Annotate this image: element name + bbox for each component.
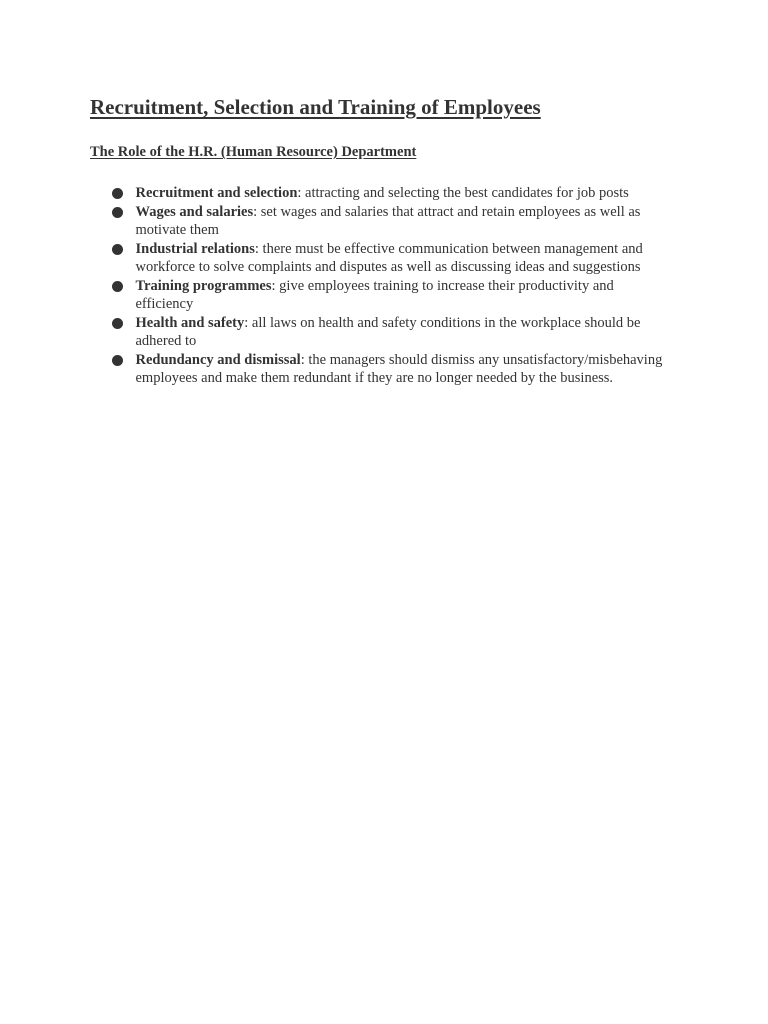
- list-item: [110, 240, 670, 277]
- list-item: [110, 184, 670, 203]
- bullet-icon: [112, 188, 123, 199]
- item-term: Industrial relations: [135, 240, 255, 257]
- list-item: [110, 314, 670, 351]
- bullet-icon: [112, 244, 123, 255]
- item-description: : set wages and salaries that attract and retain employees as well as motivate them: [135, 203, 641, 238]
- item-term: Redundancy and dismissal: [135, 351, 301, 368]
- list-item: [110, 277, 670, 314]
- item-term: Wages and salaries: [135, 203, 254, 220]
- document-title: Recruitment, Selection and Training of Employees: [90, 95, 541, 119]
- section-heading: The Role of the H.R. (Human Resource) Department: [90, 144, 417, 160]
- item-term: Training programmes: [135, 277, 272, 294]
- bullet-icon: [112, 355, 123, 366]
- item-description: : the managers should dismiss any unsatisfactory/misbehaving employees and make them redundant if they are no longer needed by the business.: [135, 351, 663, 386]
- bullet-icon: [112, 207, 123, 218]
- bullet-icon: [112, 281, 123, 292]
- list-item: [110, 203, 670, 240]
- item-term: Health and safety: [135, 314, 245, 331]
- bullet-icon: [112, 318, 123, 329]
- item-description: : all laws on health and safety conditions in the workplace should be adhered to: [135, 314, 641, 349]
- list-item: [110, 351, 670, 388]
- item-description: : give employees training to increase their productivity and efficiency: [135, 277, 614, 312]
- item-term: Recruitment and selection: [135, 185, 298, 201]
- item-description: : there must be effective communication between management and workforce to solve complaints and disputes as well as discussing ideas and suggestions: [135, 240, 643, 275]
- item-description: : attracting and selecting the best candidates for job posts: [297, 185, 629, 201]
- hr-roles-list: [110, 184, 670, 388]
